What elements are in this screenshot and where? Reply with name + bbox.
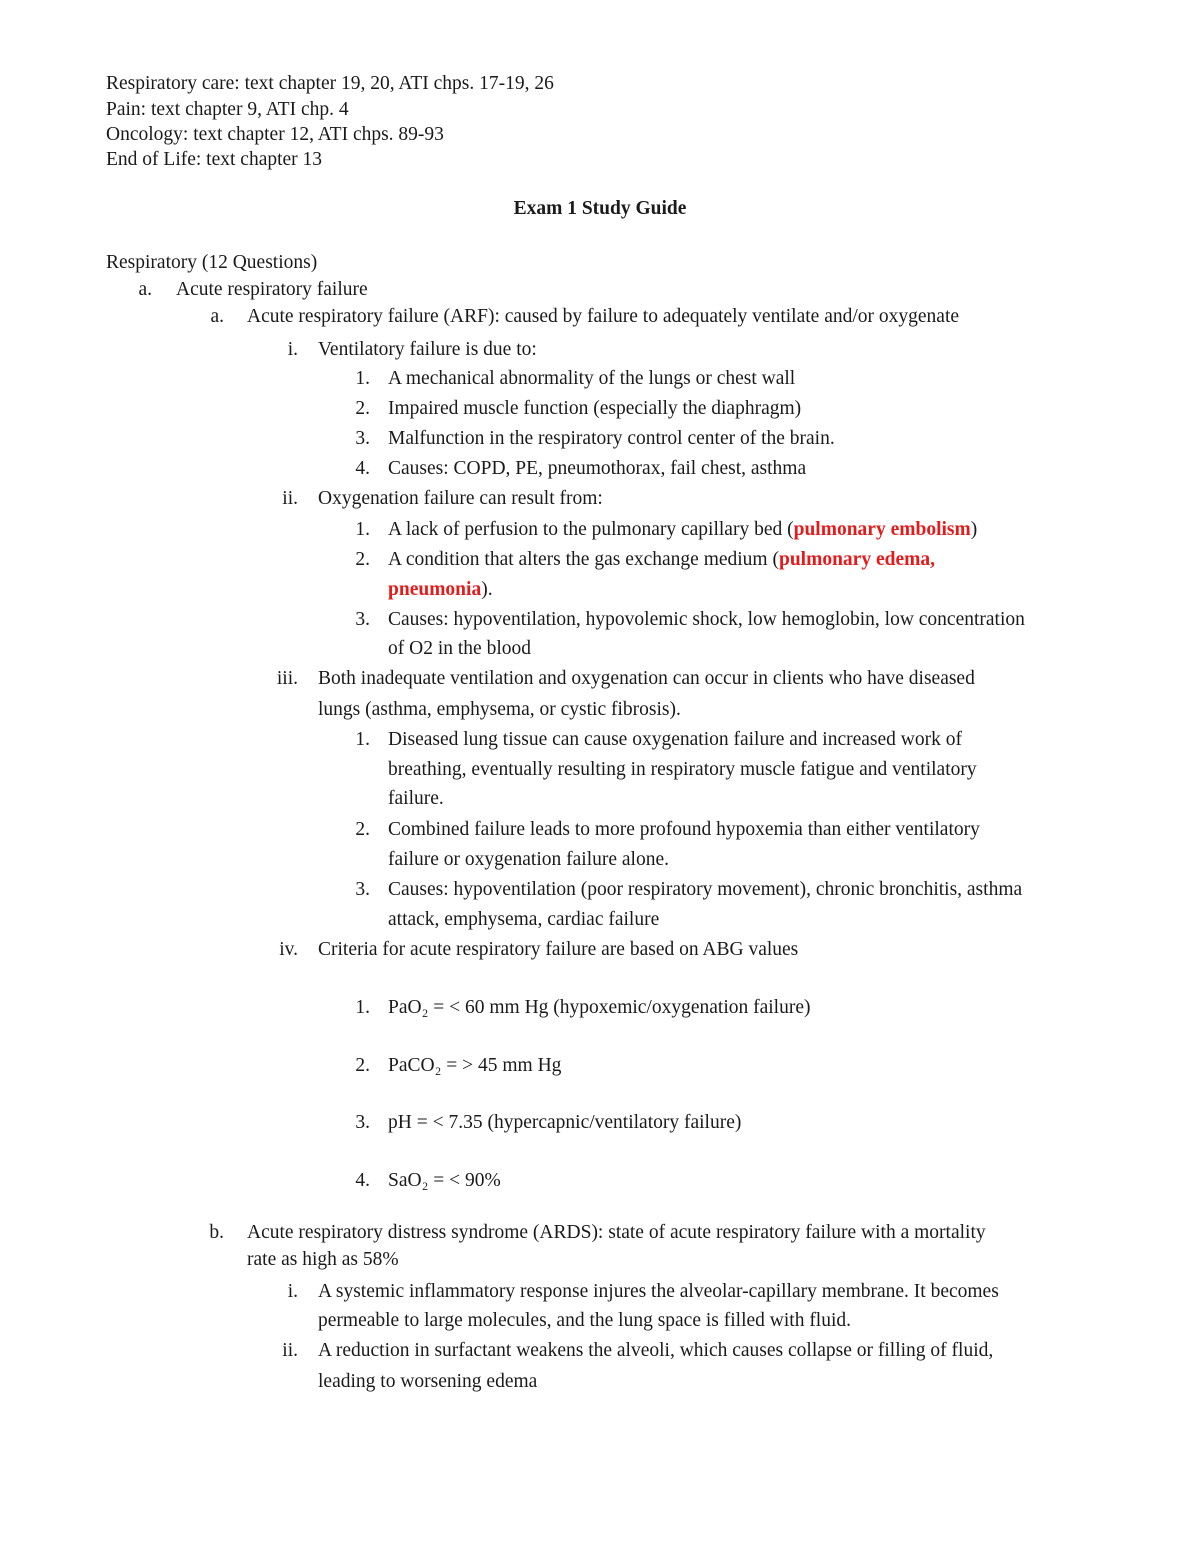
outline-item: Acute respiratory distress syndrome (ARDS): state of acute respiratory failure with a mortality: [247, 1222, 986, 1243]
outline-item: Ventilatory failure is due to:: [318, 339, 537, 360]
list-marker: a.: [210, 306, 224, 327]
list-item: Diseased lung tissue can cause oxygenation failure and increased work of: [388, 729, 962, 750]
outline-item-continuation: leading to worsening edema: [318, 1371, 538, 1392]
list-item-continuation: [388, 575, 493, 605]
list-marker: 1.: [355, 997, 370, 1018]
list-marker: i.: [287, 1281, 298, 1302]
reference-line: Oncology: text chapter 12, ATI chps. 89-93: [106, 124, 444, 145]
outline-item: Oxygenation failure can result from:: [318, 488, 603, 509]
list-marker: 2.: [355, 819, 370, 840]
list-marker: 3.: [355, 1112, 370, 1133]
list-marker: 4.: [355, 1170, 370, 1191]
outline-item: A systemic inflammatory response injures the alveolar-capillary membrane. It becomes: [318, 1281, 999, 1302]
list-marker: 2.: [355, 1055, 370, 1076]
list-item-text: A lack of perfusion to the pulmonary capillary bed (: [388, 519, 794, 540]
list-marker: i.: [287, 339, 298, 360]
list-item: pH = < 7.35 (hypercapnic/ventilatory failure): [388, 1112, 742, 1133]
list-item-continuation: failure or oxygenation failure alone.: [388, 849, 670, 870]
list-marker: 1.: [355, 368, 370, 389]
list-item: A mechanical abnormality of the lungs or chest wall: [388, 368, 796, 389]
list-item-continuation: attack, emphysema, cardiac failure: [388, 909, 660, 930]
page-title: Exam 1 Study Guide: [513, 198, 687, 219]
list-item: [388, 515, 977, 545]
outline-item: Criteria for acute respiratory failure are based on ABG values: [318, 939, 799, 960]
list-item: Malfunction in the respiratory control center of the brain.: [388, 428, 835, 449]
reference-line: Pain: text chapter 9, ATI chp. 4: [106, 99, 349, 120]
list-item-text: A condition that alters the gas exchange medium (: [388, 549, 779, 570]
section-heading: Respiratory (12 Questions): [106, 252, 318, 273]
reference-line: End of Life: text chapter 13: [106, 149, 323, 170]
list-marker: iv.: [279, 939, 298, 960]
outline-item: Acute respiratory failure: [176, 279, 368, 300]
list-item: PaCO₂ = > 45 mm Hg: [388, 1055, 562, 1076]
list-item: Causes: hypoventilation, hypovolemic shock, low hemoglobin, low concentration: [388, 609, 1025, 630]
outline-item: Acute respiratory failure (ARF): caused by failure to adequately ventilate and/or oxygenate: [247, 306, 960, 327]
list-marker: 3.: [355, 609, 370, 630]
list-item: Causes: COPD, PE, pneumothorax, fail chest, asthma: [388, 458, 807, 479]
list-item-text: ).: [481, 579, 493, 600]
list-marker: ii.: [282, 488, 298, 509]
list-item: Impaired muscle function (especially the diaphragm): [388, 398, 802, 419]
highlighted-term: pulmonary edema,: [778, 549, 935, 570]
list-item-text: ): [970, 519, 978, 540]
list-marker: a.: [138, 279, 152, 300]
reference-line: Respiratory care: text chapter 19, 20, ATI chps. 17-19, 26: [106, 73, 554, 94]
outline-item-continuation: lungs (asthma, emphysema, or cystic fibrosis).: [318, 699, 681, 720]
outline-item-continuation: permeable to large molecules, and the lung space is filled with fluid.: [318, 1310, 852, 1331]
list-marker: 1.: [355, 729, 370, 750]
list-marker: 1.: [355, 519, 370, 540]
list-item: PaO₂ = < 60 mm Hg (hypoxemic/oxygenation failure): [388, 997, 811, 1018]
list-item: Combined failure leads to more profound hypoxemia than either ventilatory: [388, 819, 980, 840]
list-marker: 3.: [355, 879, 370, 900]
list-marker: iii.: [276, 668, 298, 689]
highlighted-term: pneumonia: [388, 579, 482, 600]
outline-item-continuation: rate as high as 58%: [247, 1249, 399, 1270]
list-marker: b.: [209, 1222, 224, 1243]
list-item-continuation: breathing, eventually resulting in respiratory muscle fatigue and ventilatory: [388, 759, 977, 780]
outline-item: A reduction in surfactant weakens the alveoli, which causes collapse or filling of fluid,: [318, 1340, 994, 1361]
list-item: Causes: hypoventilation (poor respiratory movement), chronic bronchitis, asthma: [388, 879, 1023, 900]
list-item: [388, 545, 935, 575]
list-marker: 3.: [355, 428, 370, 449]
list-marker: 4.: [355, 458, 370, 479]
highlighted-term: pulmonary embolism: [793, 519, 971, 540]
list-item-continuation: failure.: [388, 788, 444, 809]
list-item: SaO₂ = < 90%: [388, 1170, 501, 1191]
outline-item: Both inadequate ventilation and oxygenation can occur in clients who have diseased: [318, 668, 975, 689]
list-marker: 2.: [355, 398, 370, 419]
list-item-continuation: of O2 in the blood: [388, 638, 531, 659]
list-marker: ii.: [282, 1340, 298, 1361]
list-marker: 2.: [355, 549, 370, 570]
